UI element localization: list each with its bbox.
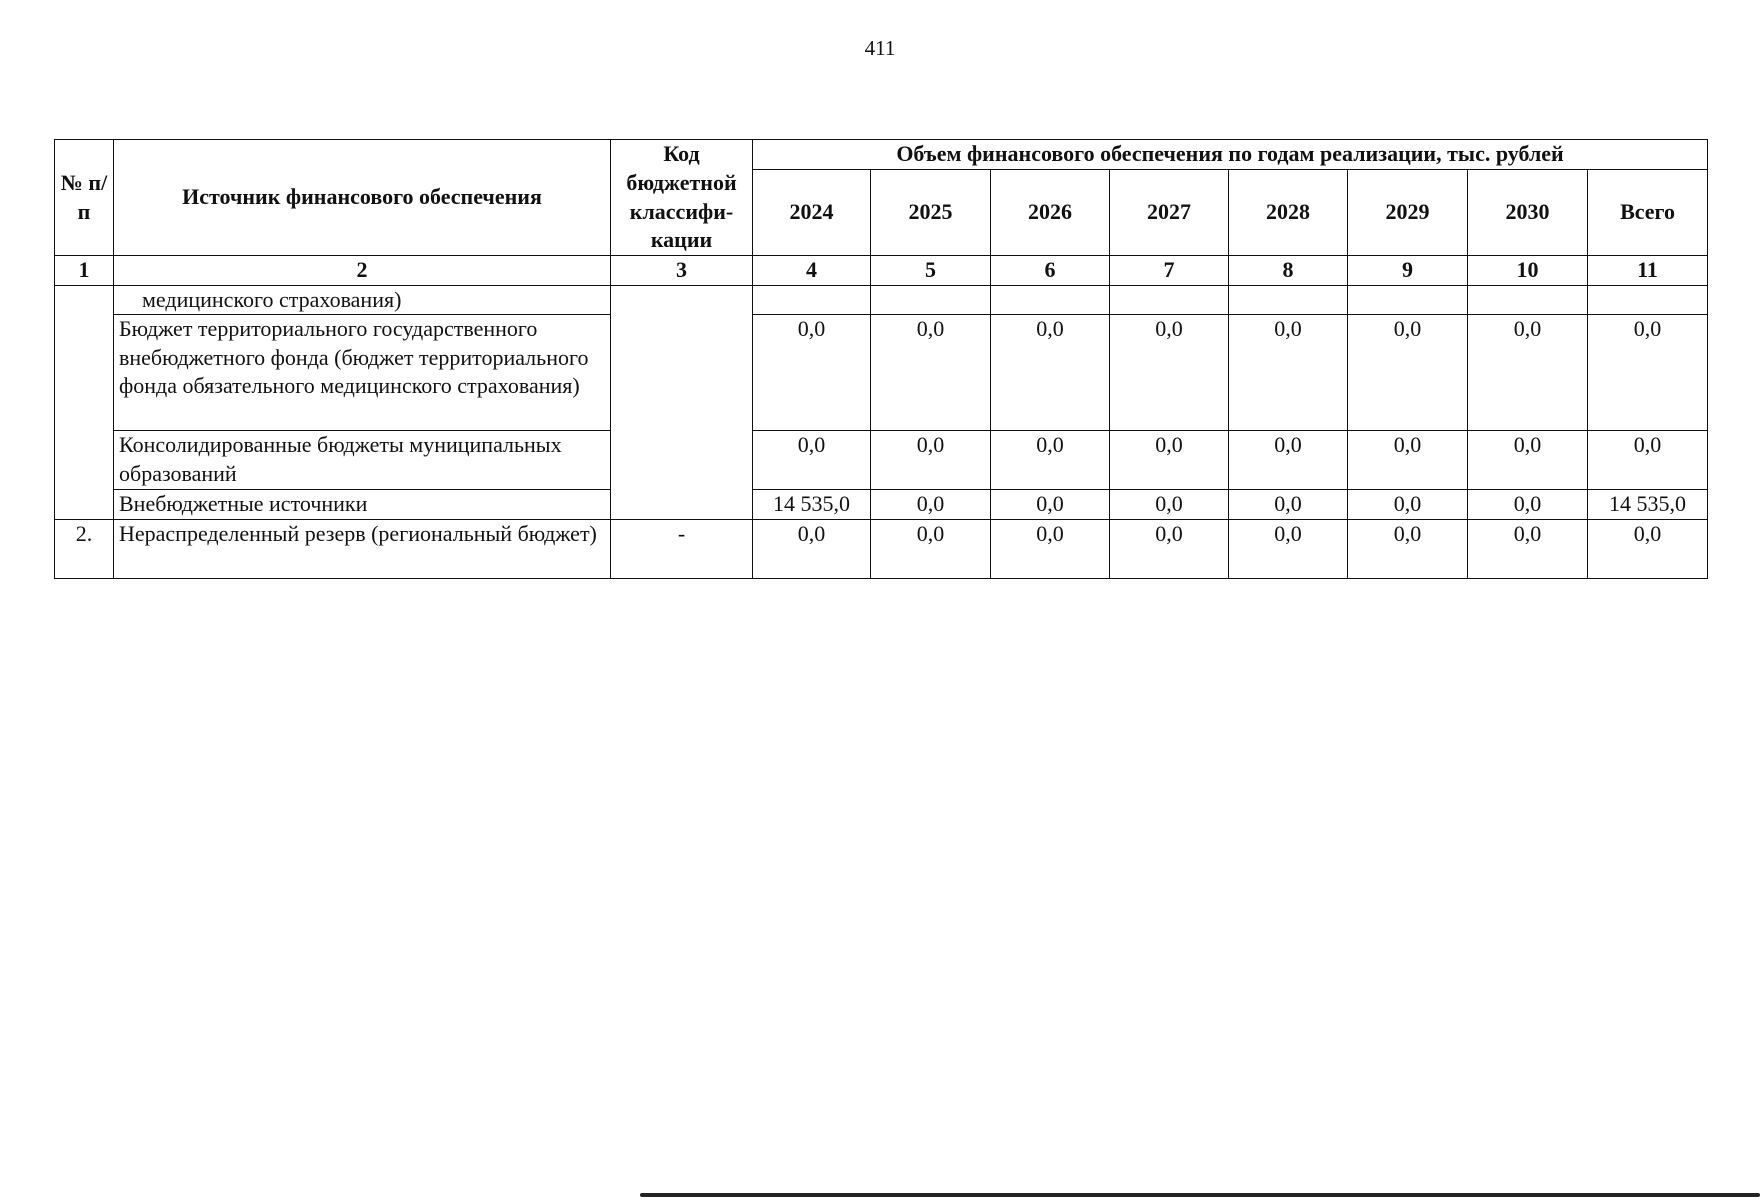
row-value: 0,0	[1229, 519, 1348, 578]
row-value	[1348, 285, 1468, 315]
header-num: № п/п	[55, 140, 114, 256]
financing-table	[54, 139, 1708, 579]
row-value: 0,0	[1468, 431, 1588, 490]
row-value: 0,0	[871, 315, 991, 431]
row-value: 0,0	[1468, 490, 1588, 520]
header-source: Источник финансового обеспечения	[114, 140, 611, 256]
row-value	[1588, 285, 1708, 315]
row-value: 0,0	[991, 315, 1110, 431]
row-value: 0,0	[753, 315, 871, 431]
header-kbk: Код бюджетной классифи-кации	[611, 140, 753, 256]
column-number: 10	[1468, 256, 1588, 286]
row-kbk	[611, 285, 753, 519]
row-value: 0,0	[1110, 315, 1229, 431]
header-total: Всего	[1588, 170, 1708, 256]
column-number: 9	[1348, 256, 1468, 286]
row-source: Нераспределенный резерв (региональный бюджет)	[114, 519, 611, 578]
row-num: 2.	[55, 519, 114, 578]
table-row	[55, 431, 1708, 490]
header-volume: Объем финансового обеспечения по годам реализации, тыс. рублей	[753, 140, 1708, 170]
row-value: 0,0	[1229, 490, 1348, 520]
row-source: Внебюджетные источники	[114, 490, 611, 520]
bottom-rule-line	[640, 1193, 1760, 1197]
header-year: 2027	[1110, 170, 1229, 256]
header-year: 2028	[1229, 170, 1348, 256]
row-value: 0,0	[1110, 431, 1229, 490]
row-value: 0,0	[991, 431, 1110, 490]
row-value: 0,0	[1468, 315, 1588, 431]
row-value: 0,0	[1229, 315, 1348, 431]
row-value: 0,0	[1348, 431, 1468, 490]
column-number: 2	[114, 256, 611, 286]
row-value: 0,0	[1110, 519, 1229, 578]
table-row	[55, 285, 1708, 315]
row-num	[55, 285, 114, 519]
row-value: 0,0	[1588, 315, 1708, 431]
row-value: 0,0	[753, 519, 871, 578]
row-value	[753, 285, 871, 315]
row-value: 0,0	[991, 519, 1110, 578]
row-value: 0,0	[1348, 490, 1468, 520]
row-value: 0,0	[753, 431, 871, 490]
row-value: 0,0	[1348, 315, 1468, 431]
row-value: 0,0	[1588, 431, 1708, 490]
page-number: 411	[864, 36, 896, 60]
header-year: 2024	[753, 170, 871, 256]
row-value: 0,0	[871, 490, 991, 520]
row-value	[1468, 285, 1588, 315]
column-number: 4	[753, 256, 871, 286]
row-kbk: -	[611, 519, 753, 578]
table-row	[55, 519, 1708, 578]
row-value: 0,0	[871, 431, 991, 490]
row-value	[1229, 285, 1348, 315]
row-value	[991, 285, 1110, 315]
row-value: 0,0	[1110, 490, 1229, 520]
column-number: 11	[1588, 256, 1708, 286]
row-value: 14 535,0	[753, 490, 871, 520]
column-number: 5	[871, 256, 991, 286]
table-row	[55, 315, 1708, 431]
column-number: 6	[991, 256, 1110, 286]
row-value: 0,0	[1468, 519, 1588, 578]
column-number: 3	[611, 256, 753, 286]
row-value: 0,0	[991, 490, 1110, 520]
row-source: медицинского страхования)	[114, 285, 611, 315]
header-year: 2029	[1348, 170, 1468, 256]
row-value	[1110, 285, 1229, 315]
header-year: 2026	[991, 170, 1110, 256]
column-number: 8	[1229, 256, 1348, 286]
header-year: 2030	[1468, 170, 1588, 256]
row-source: Бюджет территориального государственного внебюджетного фонда (бюджет территориального фонда обязательного медицинского страхования)	[114, 315, 611, 431]
column-number: 7	[1110, 256, 1229, 286]
header-year: 2025	[871, 170, 991, 256]
row-value: 0,0	[1229, 431, 1348, 490]
row-value	[871, 285, 991, 315]
row-value: 0,0	[1348, 519, 1468, 578]
column-number: 1	[55, 256, 114, 286]
row-value: 14 535,0	[1588, 490, 1708, 520]
table-row	[55, 490, 1708, 520]
row-value: 0,0	[871, 519, 991, 578]
row-source: Консолидированные бюджеты муниципальных образований	[114, 431, 611, 490]
row-value: 0,0	[1588, 519, 1708, 578]
